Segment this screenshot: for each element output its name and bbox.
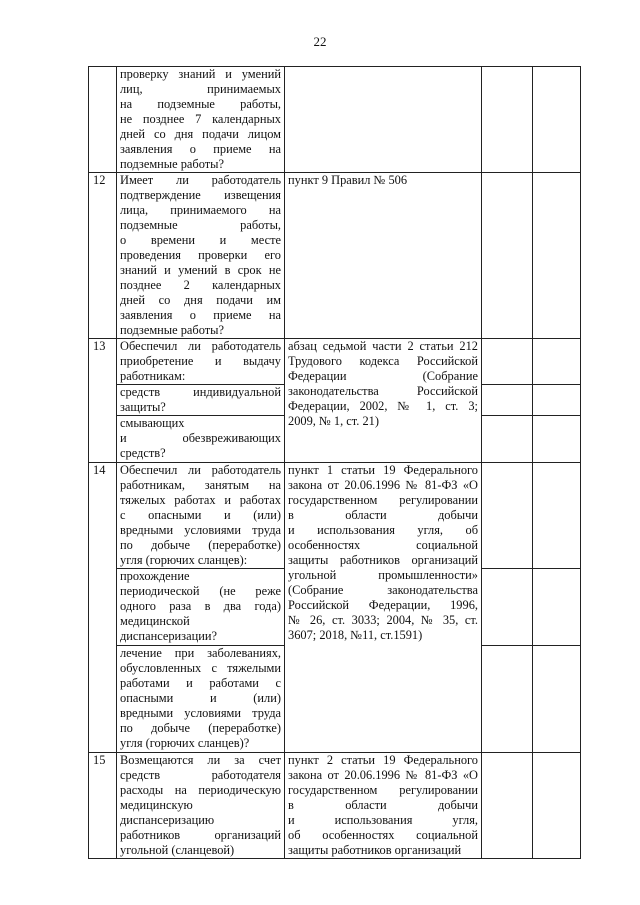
question-cell: [117, 67, 285, 173]
note-cell: [533, 173, 581, 339]
text-line: закона от 20.06.1996 № 81-ФЗ «О: [288, 478, 478, 492]
text-line: и использования угля, об: [288, 523, 478, 537]
note-cell: [533, 416, 581, 463]
answer-cell: [482, 569, 533, 646]
text-line: и использования угля,: [288, 813, 478, 827]
sub-question-cell: [117, 569, 285, 646]
text-line: по добыче (переработке): [120, 538, 281, 552]
reference-cell: [285, 173, 482, 339]
text-line: позднее 2 календарных: [120, 278, 281, 292]
text-line: (Собрание законодательства: [288, 583, 478, 597]
page-number: 22: [313, 34, 327, 49]
text-line: Трудового кодекса Российской: [288, 354, 478, 368]
text-line: приобретение и выдачу: [120, 354, 281, 368]
text-line: лечение при заболеваниях,: [120, 646, 281, 660]
text-line: дней со дня подачи лицом: [120, 127, 281, 141]
question-cell: [117, 753, 285, 859]
row-number: 12: [89, 173, 117, 339]
answer-cell: [482, 173, 533, 339]
text-line: опасными и (или): [120, 691, 281, 705]
text-line: периодической (не реже: [120, 584, 281, 598]
row-number: [89, 67, 117, 173]
text-line: вредными условиями труда: [120, 706, 281, 720]
text-line: проверку знаний и умений: [120, 67, 281, 81]
sub-question-cell: [117, 646, 285, 753]
note-cell: [533, 463, 581, 569]
text-line: закона от 20.06.1996 № 81-ФЗ «О: [288, 768, 478, 782]
text-line: законодательства Российской: [288, 384, 478, 398]
text-line: одного раза в два года): [120, 599, 281, 613]
text-line: угольной (сланцевой): [120, 843, 235, 857]
note-cell: [533, 67, 581, 173]
answer-cell: [482, 339, 533, 385]
answer-cell: [482, 416, 533, 463]
checklist-table: [88, 66, 581, 859]
answer-cell: [482, 463, 533, 569]
question-cell: [117, 463, 285, 569]
text-line: знаний и умений в срок не: [120, 263, 281, 277]
text-line: Имеет ли работодатель: [120, 173, 281, 187]
text-line: и обезвреживающих: [120, 431, 281, 445]
text-line: работникам:: [120, 369, 186, 383]
answer-cell: [482, 385, 533, 416]
text-line: защиты работников организаций: [288, 843, 462, 857]
question-cell: [117, 173, 285, 339]
reference-cell: [285, 67, 482, 173]
text-line: пункт 1 статьи 19 Федерального: [288, 463, 478, 477]
text-line: государственном регулировании: [288, 493, 478, 507]
table-row: [89, 173, 581, 339]
text-line: диспансеризацию: [120, 813, 215, 827]
text-line: вредными условиями труда: [120, 523, 281, 537]
text-line: медицинской: [120, 614, 190, 628]
text-line: Федерации (Собрание: [288, 369, 478, 383]
text-line: защиты?: [120, 400, 166, 414]
text-line: пункт 2 статьи 19 Федерального: [288, 753, 478, 767]
table-row: [89, 753, 581, 859]
row-number: 14: [89, 463, 117, 753]
text-line: медицинскую: [120, 798, 193, 812]
text-line: о времени и месте: [120, 233, 281, 247]
text-line: средств?: [120, 446, 166, 460]
text-line: прохождение: [120, 569, 190, 583]
note-cell: [533, 753, 581, 859]
text-line: дней со дня подачи им: [120, 293, 281, 307]
text-line: Федерации, 2002, № 1, ст. 3;: [288, 399, 478, 413]
text-line: об особенностях социальной: [288, 828, 478, 842]
text-line: диспансеризации?: [120, 629, 217, 643]
note-cell: [533, 339, 581, 385]
text-line: угольной промышленности»: [288, 568, 478, 582]
text-line: Возмещаются ли за счет: [120, 753, 281, 767]
note-cell: [533, 569, 581, 646]
text-line: по добыче (переработке): [120, 721, 281, 735]
text-line: проведения проверки его: [120, 248, 281, 262]
row-number: 15: [89, 753, 117, 859]
text-line: Обеспечил ли работодатель: [120, 463, 281, 477]
text-line: Обеспечил ли работодатель: [120, 339, 281, 353]
text-line: работами и работами с: [120, 676, 281, 690]
table-row: [89, 339, 581, 385]
text-line: угля (горючих сланцев)?: [120, 736, 250, 750]
text-line: № 26, ст. 3033; 2004, № 35, ст.: [288, 613, 478, 627]
answer-cell: [482, 67, 533, 173]
text-line: государственном регулировании: [288, 783, 478, 797]
answer-cell: [482, 646, 533, 753]
text-line: угля (горючих сланцев):: [120, 553, 248, 567]
text-line: тяжелых работах и работах: [120, 493, 281, 507]
text-line: заявления о приеме на: [120, 308, 281, 322]
text-line: подтверждение извещения: [120, 188, 281, 202]
reference-cell: [285, 753, 482, 859]
text-line: защиты работников организаций: [288, 553, 478, 567]
text-line: лиц, принимаемых: [120, 82, 281, 96]
text-line: 3607; 2018, №11, ст.1591): [288, 628, 423, 642]
note-cell: [533, 385, 581, 416]
text-line: лица, принимаемого на: [120, 203, 281, 217]
question-cell: [117, 339, 285, 385]
text-line: в области добычи: [288, 508, 478, 522]
text-line: подземные работы?: [120, 157, 224, 171]
row-number: 13: [89, 339, 117, 463]
text-line: обусловленных с тяжелыми: [120, 661, 281, 675]
text-line: Российской Федерации, 1996,: [288, 598, 478, 612]
text-line: особенностях социальной: [288, 538, 478, 552]
text-line: не позднее 7 календарных: [120, 112, 281, 126]
sub-question-cell: [117, 416, 285, 463]
reference-cell: [285, 339, 482, 463]
text-line: 2009, № 1, ст. 21): [288, 414, 379, 428]
text-line: с опасными и (или): [120, 508, 281, 522]
text-line: заявления о приеме на: [120, 142, 281, 156]
text-line: в области добычи: [288, 798, 478, 812]
table-row: [89, 463, 581, 569]
table-row: [89, 67, 581, 173]
text-line: работников организаций: [120, 828, 281, 842]
sub-question-cell: [117, 385, 285, 416]
answer-cell: [482, 753, 533, 859]
text-line: подземные работы?: [120, 323, 224, 337]
text-line: работникам, занятым на: [120, 478, 281, 492]
text-line: на подземные работы,: [120, 97, 281, 111]
text-line: подземные работы,: [120, 218, 281, 232]
text-line: расходы на периодическую: [120, 783, 281, 797]
text-line: средств работодателя: [120, 768, 281, 782]
text-line: смывающих: [120, 416, 185, 430]
reference-cell: [285, 463, 482, 753]
text-line: средств индивидуальной: [120, 385, 281, 399]
text-line: пункт 9 Правил № 506: [288, 173, 408, 187]
text-line: абзац седьмой части 2 статьи 212: [288, 339, 478, 353]
note-cell: [533, 646, 581, 753]
